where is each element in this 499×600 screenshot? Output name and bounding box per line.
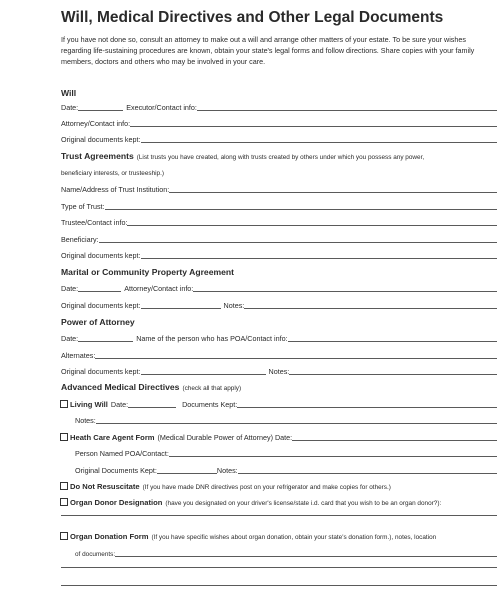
hca-original-label: Original Documents Kept: xyxy=(75,466,157,475)
hca-original-field[interactable] xyxy=(157,464,217,474)
poa-original-row xyxy=(61,362,497,376)
organ-form-checkbox[interactable] xyxy=(60,532,68,540)
hca-date-field[interactable] xyxy=(292,431,497,441)
will-executor-field[interactable] xyxy=(197,101,497,111)
organ-donor-line[interactable] xyxy=(61,515,497,516)
marital-attorney-field[interactable] xyxy=(193,282,497,292)
living-will-label: Living Will xyxy=(70,400,108,409)
trust-heading-row xyxy=(61,147,497,161)
hca-note: (Medical Durable Power of Attorney) Date: xyxy=(157,433,293,442)
poa-date-field[interactable] xyxy=(78,332,133,342)
trust-name-field[interactable] xyxy=(169,183,497,193)
trust-trustee-field[interactable] xyxy=(127,216,497,226)
trust-note: (List trusts you have created, along with trusts created by others under which you possess any power, xyxy=(136,154,425,161)
trust-beneficiary-field[interactable] xyxy=(99,233,497,243)
living-will-date-field[interactable] xyxy=(128,398,176,408)
marital-heading-row xyxy=(61,263,497,277)
organ-location-field[interactable] xyxy=(115,547,497,557)
trust-original-label: Original documents kept: xyxy=(61,251,141,260)
medical-heading-row xyxy=(61,378,497,392)
organ-extra-line-2[interactable] xyxy=(61,585,497,586)
poa-date-row xyxy=(61,329,497,343)
marital-heading: Marital or Community Property Agreement xyxy=(61,267,235,277)
will-date-label: Date: xyxy=(61,103,79,112)
hca-checkbox[interactable] xyxy=(60,433,68,441)
will-section-heading xyxy=(61,84,497,98)
organ-donor-checkbox[interactable] xyxy=(60,498,68,506)
organ-location-row xyxy=(75,544,497,558)
hca-original-row xyxy=(75,461,497,475)
marital-original-label: Original documents kept: xyxy=(61,301,141,310)
organ-donor-label: Organ Donor Designation xyxy=(70,498,163,507)
marital-date-label: Date: xyxy=(61,284,79,293)
will-original-label: Original documents kept: xyxy=(61,135,141,144)
poa-date-label: Date: xyxy=(61,334,79,343)
medical-heading: Advanced Medical Directives xyxy=(61,382,180,392)
poa-alternates-row xyxy=(61,346,497,360)
poa-name-label: Name of the person who has POA/Contact info: xyxy=(136,334,288,343)
trust-trustee-label: Trustee/Contact info: xyxy=(61,218,128,227)
poa-original-field[interactable] xyxy=(141,365,266,375)
organ-donor-row xyxy=(60,493,497,507)
marital-original-field[interactable] xyxy=(141,299,221,309)
will-date-row xyxy=(61,98,497,112)
marital-original-row xyxy=(61,296,497,310)
poa-original-label: Original documents kept: xyxy=(61,367,141,376)
dnr-row xyxy=(60,477,497,491)
marital-attorney-label: Attorney/Contact info: xyxy=(124,284,194,293)
hca-person-label: Person Named POA/Contact: xyxy=(75,449,169,458)
trust-name-label: Name/Address of Trust Institution: xyxy=(61,185,170,194)
medical-note: (check all that apply) xyxy=(182,385,242,392)
marital-date-field[interactable] xyxy=(78,282,121,292)
will-attorney-label: Attorney/Contact info: xyxy=(61,119,131,128)
page-title: Will, Medical Directives and Other Legal Documents xyxy=(61,9,444,26)
hca-notes-label: Notes: xyxy=(216,466,238,475)
trust-beneficiary-row xyxy=(61,230,497,244)
trust-name-row xyxy=(61,180,497,194)
will-attorney-row xyxy=(61,114,497,128)
trust-note2-row xyxy=(61,163,497,177)
living-will-docs-field[interactable] xyxy=(237,398,497,408)
will-executor-label: Executor/Contact info: xyxy=(126,103,197,112)
poa-alternates-label: Alternates: xyxy=(61,351,96,360)
organ-form-note: (If you have specific wishes about organ donation, obtain your state's donation form.), notes, location xyxy=(151,534,437,541)
poa-notes-field[interactable] xyxy=(289,365,497,375)
trust-heading: Trust Agreements xyxy=(61,151,134,161)
living-will-checkbox[interactable] xyxy=(60,400,68,408)
marital-date-row xyxy=(61,279,497,293)
marital-notes-label: Notes: xyxy=(223,301,245,310)
trust-type-field[interactable] xyxy=(105,200,497,210)
trust-beneficiary-label: Beneficiary: xyxy=(61,235,99,244)
will-date-field[interactable] xyxy=(78,101,123,111)
poa-heading-row xyxy=(61,313,497,327)
poa-heading: Power of Attorney xyxy=(61,317,135,327)
organ-form-label: Organ Donation Form xyxy=(70,532,149,541)
poa-alternates-field[interactable] xyxy=(95,349,497,359)
living-will-date-label: Date: xyxy=(110,400,129,409)
hca-notes-field[interactable] xyxy=(238,464,497,474)
dnr-label: Do Not Resuscitate xyxy=(70,482,140,491)
trust-original-field[interactable] xyxy=(141,249,497,259)
hca-row xyxy=(60,428,497,442)
organ-donor-note: (have you designated on your driver's license/state i.d. card that you wish to be an organ donor?): xyxy=(165,500,442,507)
poa-notes-label: Notes: xyxy=(268,367,290,376)
will-original-row xyxy=(61,130,497,144)
poa-name-field[interactable] xyxy=(288,332,497,342)
living-will-row xyxy=(60,395,497,409)
trust-original-row xyxy=(61,246,497,260)
living-will-notes-label: Notes: xyxy=(75,416,96,425)
organ-location-label: of documents: xyxy=(75,551,116,558)
will-original-field[interactable] xyxy=(141,133,497,143)
hca-person-row xyxy=(75,444,497,458)
hca-label: Heath Care Agent Form xyxy=(70,433,155,442)
trust-note-2: beneficiary interests, or trusteeship.) xyxy=(61,170,165,177)
trust-type-label: Type of Trust: xyxy=(61,202,105,211)
marital-notes-field[interactable] xyxy=(244,299,497,309)
intro-text: If you have not done so, consult an attorney to make out a will and arrange other matters of your estate. To be sure your wishes regarding life-sustaining procedures are known, obtain your state's legal forms and follow directions. Share copies with your family members, doctors and others who may be involved in your care. xyxy=(61,35,475,66)
trust-trustee-row xyxy=(61,213,497,227)
will-heading: Will xyxy=(61,88,77,98)
dnr-note: (If you have made DNR directives post on your refrigerator and make copies for others.) xyxy=(142,484,391,491)
living-will-notes-field[interactable] xyxy=(96,414,497,424)
trust-type-row xyxy=(61,197,497,211)
living-will-notes-row xyxy=(75,411,497,425)
organ-form-row xyxy=(60,527,497,541)
will-attorney-field[interactable] xyxy=(130,117,497,127)
dnr-checkbox[interactable] xyxy=(60,482,68,490)
organ-extra-line-1[interactable] xyxy=(61,567,497,568)
living-will-docs-label: Documents Kept: xyxy=(182,400,238,409)
hca-person-field[interactable] xyxy=(169,447,497,457)
